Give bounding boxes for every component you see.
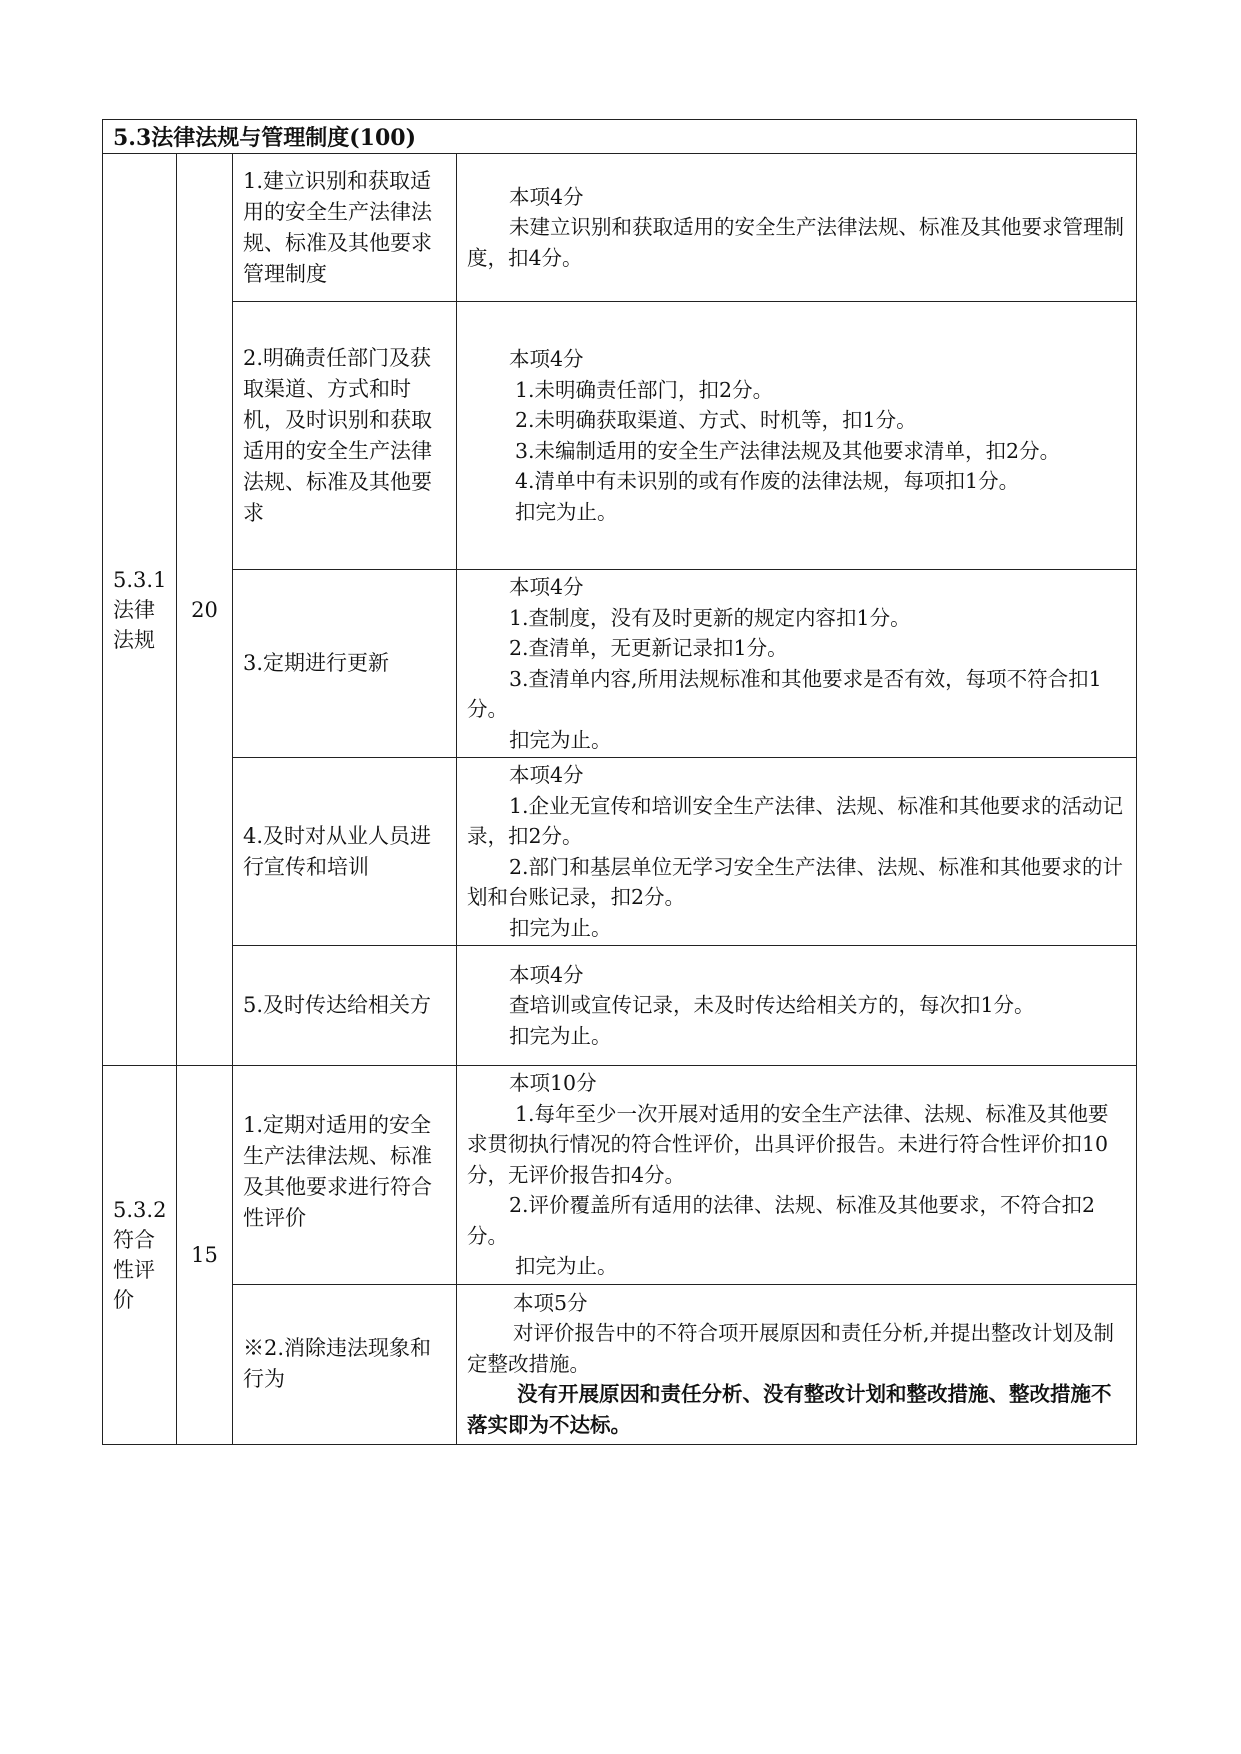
clause-score: 20 <box>177 154 233 1066</box>
criteria-cell <box>457 946 1137 1066</box>
section-header-row <box>103 120 1137 154</box>
evaluation-table <box>102 119 1137 1445</box>
table-row <box>103 1066 1137 1285</box>
criteria-line: 1.查制度，没有及时更新的规定内容扣1分。 <box>509 605 911 630</box>
criteria-line: 本项4分 <box>509 962 584 987</box>
criteria-line: 2.未明确获取渠道、方式、时机等，扣1分。 <box>515 408 917 432</box>
requirement-cell: ※2.消除违法现象和行为 <box>233 1284 457 1444</box>
table-row <box>103 1284 1137 1444</box>
criteria-line: 本项10分 <box>509 1071 597 1095</box>
table-row <box>103 302 1137 570</box>
criteria-line: 1.企业无宣传和培训安全生产法律、法规、标准和其他要求的活动记录，扣2分。 <box>467 793 1124 848</box>
criteria-cell <box>457 302 1137 570</box>
criteria-line: 扣完为止。 <box>515 1254 618 1278</box>
criteria-cell <box>457 570 1137 758</box>
criteria-line: 扣完为止。 <box>509 1023 612 1048</box>
criteria-line: 2.评价覆盖所有适用的法律、法规、标准及其他要求，不符合扣2分。 <box>467 1193 1096 1248</box>
clause-code-text: 5.3.1 法律 法规 <box>113 567 167 652</box>
criteria-line: 扣完为止。 <box>509 727 612 752</box>
requirement-cell: 1.建立识别和获取适用的安全生产法律法规、标准及其他要求管理制度 <box>233 154 457 302</box>
criteria-line-emphasis: 没有开展原因和责任分析、没有整改计划和整改措施、整改措施不落实即为不达标。 <box>467 1382 1112 1437</box>
criteria-line: 对评价报告中的不符合项开展原因和责任分析,并提出整改计划及制定整改措施。 <box>467 1321 1115 1376</box>
table-row <box>103 758 1137 946</box>
criteria-line: 1.每年至少一次开展对适用的安全生产法律、法规、标准及其他要求贯彻执行情况的符合性评价，出具评价报告。未进行符合性评价扣10分，无评价报告扣4分。 <box>467 1101 1109 1187</box>
clause-code-text: 5.3.2 符合 性评 价 <box>113 1197 167 1312</box>
criteria-line: 3.查清单内容,所用法规标准和其他要求是否有效，每项不符合扣1分。 <box>467 666 1102 721</box>
requirement-cell: 2.明确责任部门及获取渠道、方式和时机，及时识别和获取适用的安全生产法律法规、标准及其他要求 <box>233 302 457 570</box>
section-title: 5.3法律法规与管理制度(100) <box>103 120 1137 154</box>
criteria-cell <box>457 154 1137 302</box>
table-row <box>103 154 1137 302</box>
criteria-line: 3.未编制适用的安全生产法律法规及其他要求清单，扣2分。 <box>515 438 1061 463</box>
criteria-cell <box>457 758 1137 946</box>
criteria-line: 查培训或宣传记录，未及时传达给相关方的，每次扣1分。 <box>509 993 1035 1018</box>
clause-code <box>103 154 177 1066</box>
criteria-line: 2.查清单，无更新记录扣1分。 <box>509 636 788 660</box>
requirement-cell: 3.定期进行更新 <box>233 570 457 758</box>
criteria-line: 1.未明确责任部门，扣2分。 <box>515 377 774 402</box>
requirement-cell: 1.定期对适用的安全生产法律法规、标准及其他要求进行符合性评价 <box>233 1066 457 1285</box>
criteria-line: 扣完为止。 <box>509 915 612 940</box>
clause-code <box>103 1066 177 1445</box>
criteria-cell <box>457 1284 1137 1444</box>
criteria-line: 本项4分 <box>509 347 584 371</box>
requirement-cell: 4.及时对从业人员进行宣传和培训 <box>233 758 457 946</box>
criteria-line: 扣完为止。 <box>515 499 618 524</box>
criteria-line: 本项4分 <box>509 575 584 599</box>
table-row <box>103 570 1137 758</box>
criteria-line: 本项4分 <box>509 184 584 209</box>
requirement-cell: 5.及时传达给相关方 <box>233 946 457 1066</box>
criteria-line: 4.清单中有未识别的或有作废的法律法规，每项扣1分。 <box>515 469 1020 493</box>
criteria-line: 2.部门和基层单位无学习安全生产法律、法规、标准和其他要求的计划和台账记录，扣2分。 <box>467 854 1124 909</box>
table-row <box>103 946 1137 1066</box>
criteria-line: 未建立识别和获取适用的安全生产法律法规、标准及其他要求管理制度，扣4分。 <box>467 215 1124 270</box>
clause-score: 15 <box>177 1066 233 1445</box>
criteria-cell <box>457 1066 1137 1285</box>
criteria-line: 本项5分 <box>513 1290 588 1315</box>
criteria-line: 本项4分 <box>509 763 584 787</box>
